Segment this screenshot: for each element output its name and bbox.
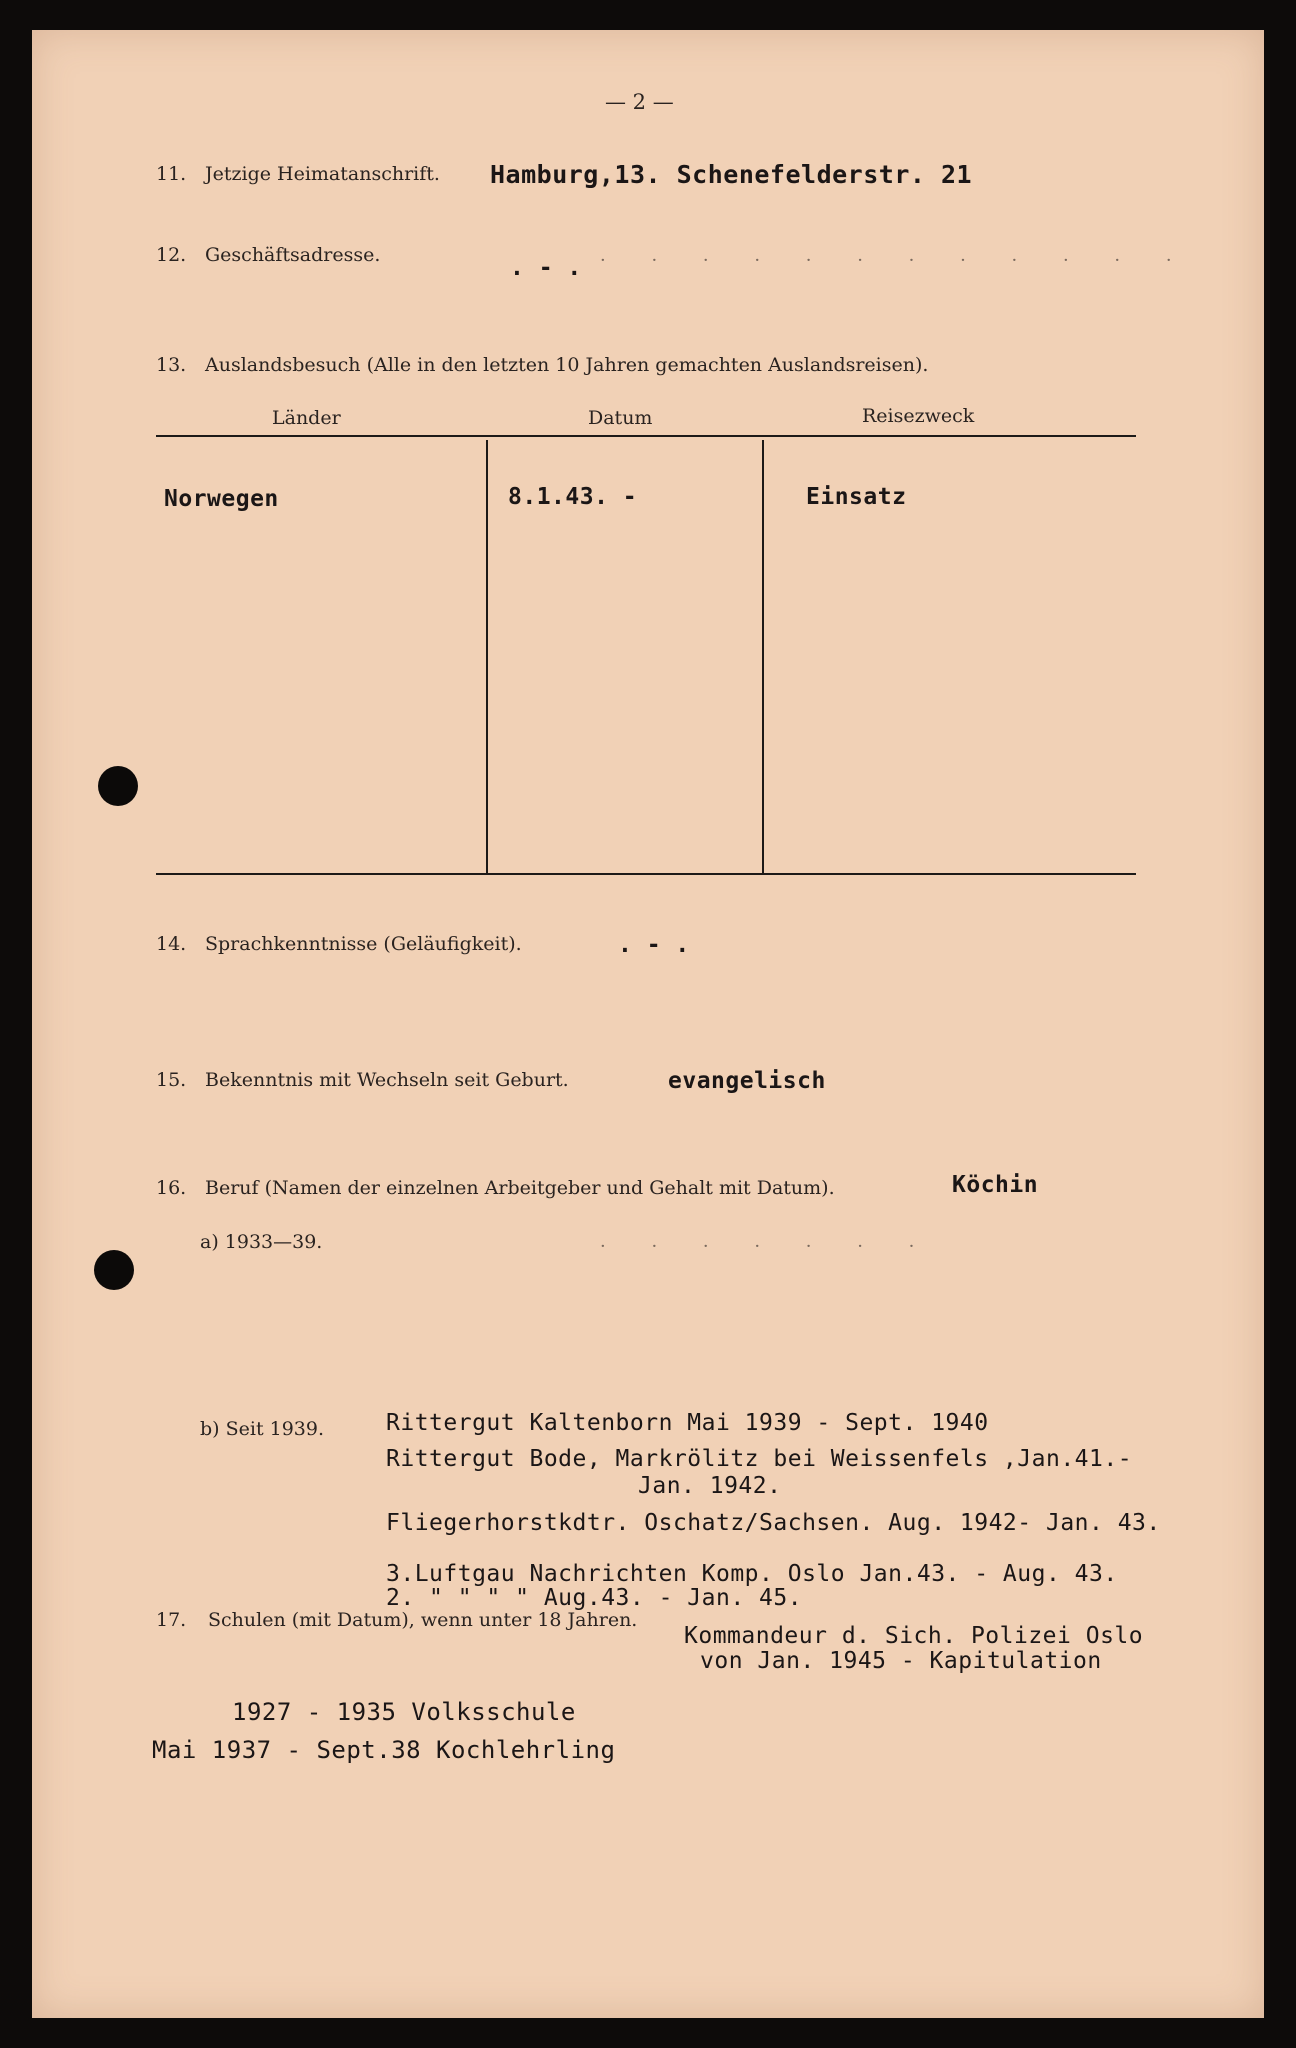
table-bottom-rule (156, 873, 1136, 875)
table-cell-datum: 8.1.43. - (508, 484, 638, 510)
school-line-1: 1927 - 1935 Volksschule (232, 1698, 576, 1726)
employer-line-6: 2. " " " " Aug.43. - Jan. 45. (386, 1585, 803, 1611)
item-12-dots: · · · · · · · · · · · · (600, 250, 1192, 271)
table-divider-1 (486, 440, 488, 874)
school-line-2: Mai 1937 - Sept.38 Kochlehrling (152, 1736, 616, 1764)
item-16-value: Köchin (952, 1172, 1039, 1198)
item-14-value: . - . (618, 932, 690, 958)
item-14-label: Sprachkenntnisse (Geläufigkeit). (205, 933, 522, 955)
item-17-label: Schulen (mit Datum), wenn unter 18 Jahren. (208, 1609, 638, 1631)
document-page (32, 30, 1264, 2018)
item-12-number: 12. (156, 244, 187, 266)
table-cell-land: Norwegen (164, 486, 279, 512)
employer-line-8: von Jan. 1945 - Kapitulation (700, 1648, 1102, 1674)
item-16-a-label: a) 1933—39. (200, 1231, 323, 1253)
punch-hole-top (98, 766, 138, 806)
item-15-value: evangelisch (668, 1068, 826, 1094)
item-12-label: Geschäftsadresse. (205, 244, 381, 266)
employer-line-7: Kommandeur d. Sich. Polizei Oslo (684, 1623, 1144, 1649)
employer-line-5: 3.Luftgau Nachrichten Komp. Oslo Jan.43. - Aug. 43. (386, 1561, 1118, 1587)
item-14-number: 14. (156, 933, 187, 955)
table-header-reisezweck: Reisezweck (862, 405, 975, 427)
item-11-label: Jetzige Heimatanschrift. (205, 163, 440, 185)
item-16-a-dots: · · · · · · · (600, 1236, 935, 1257)
item-15-number: 15. (156, 1069, 187, 1091)
item-16-label: Beruf (Namen der einzelnen Arbeitgeber und Gehalt mit Datum). (205, 1177, 835, 1199)
table-header-laender: Länder (272, 407, 341, 429)
item-17-number: 17. (156, 1609, 187, 1631)
item-13-number: 13. (156, 354, 187, 376)
item-12-value: . - . (510, 255, 582, 281)
table-cell-reisezweck: Einsatz (806, 484, 907, 510)
item-11-number: 11. (156, 163, 187, 185)
punch-hole-bottom (94, 1250, 134, 1290)
table-top-rule (156, 435, 1136, 437)
page-number: — 2 — (605, 90, 674, 114)
employer-line-3: Jan. 1942. (638, 1473, 782, 1499)
item-15-label: Bekenntnis mit Wechseln seit Geburt. (205, 1069, 569, 1091)
item-16-number: 16. (156, 1177, 187, 1199)
item-11-value: Hamburg,13. Schenefelderstr. 21 (490, 160, 973, 189)
employer-line-4: Fliegerhorstkdtr. Oschatz/Sachsen. Aug. 1942- Jan. 43. (386, 1510, 1161, 1536)
employer-line-2: Rittergut Bode, Markrölitz bei Weissenfels ,Jan.41.- (386, 1446, 1133, 1472)
item-16-b-label: b) Seit 1939. (200, 1418, 325, 1440)
table-header-datum: Datum (588, 407, 653, 429)
employer-line-1: Rittergut Kaltenborn Mai 1939 - Sept. 1940 (386, 1410, 989, 1436)
item-13-label: Auslandsbesuch (Alle in den letzten 10 Jahren gemachten Auslandsreisen). (205, 354, 929, 376)
table-divider-2 (762, 440, 764, 874)
